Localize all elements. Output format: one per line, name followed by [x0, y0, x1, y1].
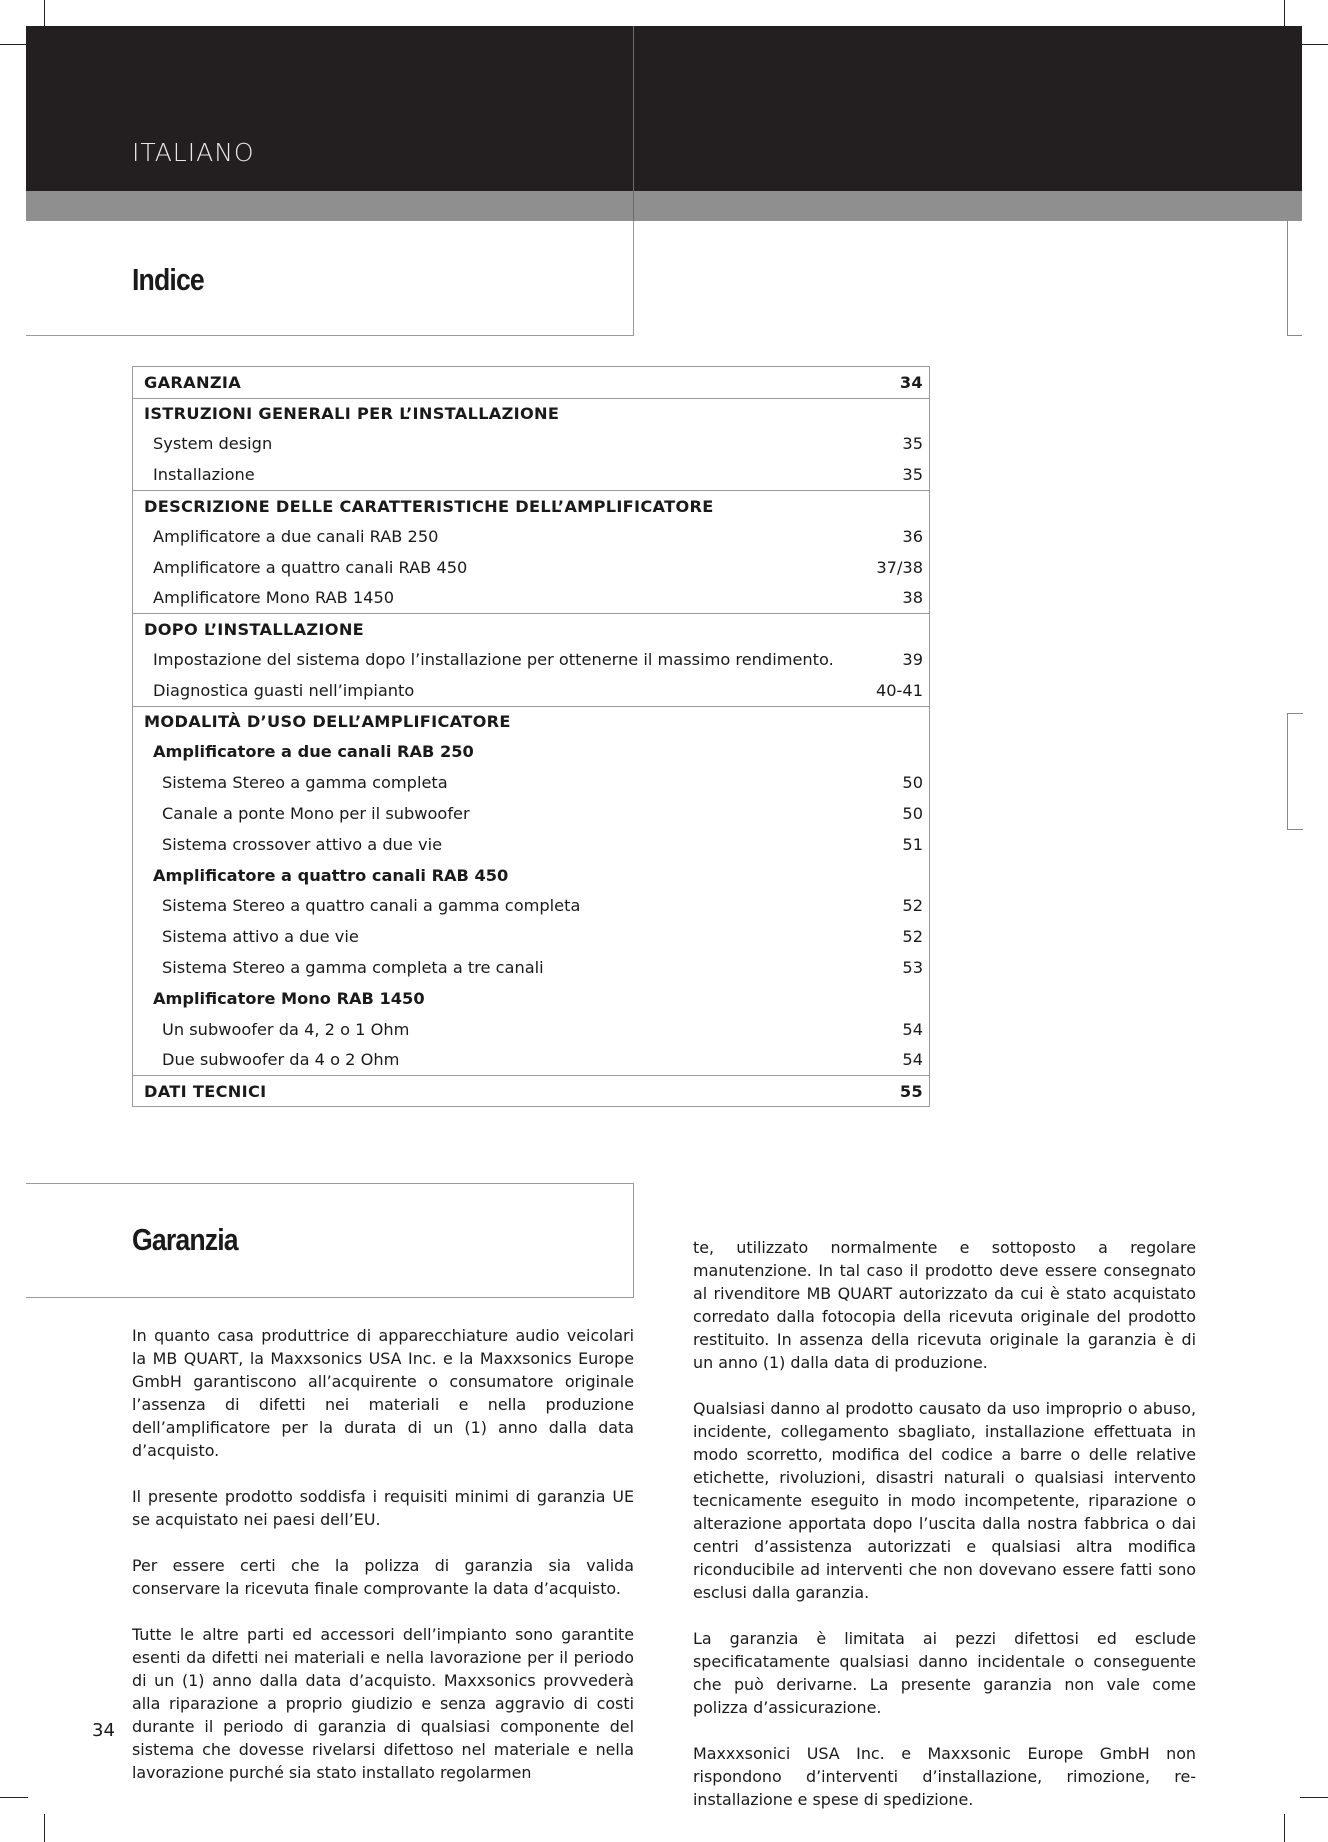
toc-row — [133, 367, 929, 398]
toc-page: 39 — [902, 650, 923, 670]
toc-label: Sistema Stereo a quattro canali a gamma completa — [162, 896, 581, 916]
toc-page: 38 — [902, 588, 923, 608]
crop-mark — [44, 1814, 45, 1842]
toc-row — [133, 706, 929, 737]
toc-row — [133, 552, 929, 583]
toc-row — [133, 1014, 929, 1045]
toc-row — [133, 490, 929, 521]
toc-label: ISTRUZIONI GENERALI PER L’INSTALLAZIONE — [144, 404, 560, 424]
toc-row — [133, 891, 929, 922]
toc-row — [133, 921, 929, 952]
header-grey-strip — [26, 191, 1302, 221]
toc-page: 35 — [902, 434, 923, 454]
toc-page: 50 — [902, 773, 923, 793]
garanzia-paragraph: La garanzia è limitata ai pezzi difettosi ed esclude specificatamente qualsiasi danno incidentale o conseguente che può derivarne. La presente garanzia non vale come polizza d’assicurazione. — [693, 1629, 1196, 1717]
garanzia-paragraph: Il presente prodotto soddisfa i requisiti minimi di garanzia UE se acquistato nei paesi dell’EU. — [132, 1487, 634, 1529]
page-number: 34 — [92, 1720, 115, 1741]
toc-page: 35 — [902, 465, 923, 485]
toc-label: DESCRIZIONE DELLE CARATTERISTICHE DELL’AMPLIFICATORE — [144, 496, 714, 516]
side-bracket — [1287, 713, 1303, 830]
toc-label: Due subwoofer da 4 o 2 Ohm — [162, 1050, 400, 1070]
toc-row — [133, 737, 929, 768]
toc-row — [133, 429, 929, 460]
toc-page: 51 — [902, 834, 923, 854]
toc-page: 36 — [902, 526, 923, 546]
toc-row — [133, 767, 929, 798]
toc-row — [133, 521, 929, 552]
garanzia-paragraph: te, utilizzato normalmente e sottoposto a regolare manutenzione. In tal caso il prodotto deve essere consegnato al rivenditore MB QUART autorizzato da cui è stato acquistato corredato dalla fotocopia della ricevuta originale del prodotto restituito. In assenza della ricevuta originale la garanzia è di un anno (1) dalla data di produzione. — [693, 1238, 1196, 1372]
language-label: ITALIANO — [132, 138, 255, 167]
toc-label: System design — [153, 434, 273, 454]
toc-label: Un subwoofer da 4, 2 o 1 Ohm — [162, 1019, 410, 1039]
garanzia-title: Garanzia — [132, 1222, 238, 1257]
toc-label: Amplificatore a due canali RAB 250 — [153, 742, 474, 762]
toc-row — [133, 1045, 929, 1076]
crop-mark — [1300, 1797, 1328, 1798]
toc-label: Sistema Stereo a gamma completa a tre canali — [162, 958, 544, 978]
toc-label: Sistema attivo a due vie — [162, 927, 359, 947]
table-of-contents — [132, 366, 930, 1107]
crop-mark — [44, 0, 45, 28]
garanzia-paragraph: Per essere certi che la polizza di garanzia sia valida conservare la ricevuta finale comprovante la data d’acquisto. — [132, 1556, 634, 1598]
toc-label: Installazione — [153, 465, 255, 485]
toc-page: 52 — [902, 896, 923, 916]
toc-page: 34 — [899, 372, 923, 392]
toc-label: Sistema crossover attivo a due vie — [162, 834, 443, 854]
toc-page: 54 — [902, 1019, 923, 1039]
toc-label: Sistema Stereo a gamma completa — [162, 773, 448, 793]
toc-row — [133, 860, 929, 891]
toc-page: 37/38 — [876, 557, 923, 577]
toc-label: Amplificatore Mono RAB 1450 — [153, 588, 395, 608]
garanzia-paragraph: In quanto casa produttrice di apparecchiature audio veicolari la MB QUART, la Maxxsonics USA Inc. e la Maxxsonics Europe GmbH garantiscono all’acquirente o consumatore originale l’assenza di difetti nei materiali e nella produzione dell’amplificatore per la durata di un (1) anno dalla data d’acquisto. — [132, 1326, 634, 1460]
garanzia-paragraph: Maxxxsonici USA Inc. e Maxxsonic Europe GmbH non rispondono d’interventi d’installazione, rimozione, re-installazione e spese di spedizione. — [693, 1744, 1196, 1809]
indice-heading-box — [26, 221, 634, 336]
toc-page: 40-41 — [875, 680, 923, 700]
garanzia-paragraph: Qualsiasi danno al prodotto causato da uso improprio o abuso, incidente, collegamento sbagliato, installazione effettuata in modo scorretto, modifica del codice a barre o delle relative etichette, rivoluzioni, disastri naturali o qualsiasi intervento tecnicamente eseguito in modo incompetente, riparazione o alterazione apportata dopo l’uscita dalla nostra fabbrica o dai centri d’assistenza autorizzati e qualsiasi altra modifica riconducibile ad interventi che non dovevano essere fatti sono esclusi dalla garanzia. — [693, 1399, 1196, 1602]
toc-label: Amplificatore Mono RAB 1450 — [153, 988, 425, 1008]
toc-row — [133, 459, 929, 490]
toc-page: 52 — [902, 927, 923, 947]
toc-row — [133, 675, 929, 706]
toc-label: Amplificatore a quattro canali RAB 450 — [153, 557, 468, 577]
garanzia-left-column — [132, 1324, 634, 1784]
toc-row — [133, 798, 929, 829]
toc-page: 54 — [902, 1050, 923, 1070]
toc-row — [133, 829, 929, 860]
toc-page: 50 — [902, 804, 923, 824]
toc-label: Canale a ponte Mono per il subwoofer — [162, 804, 470, 824]
header-divider — [633, 26, 634, 221]
garanzia-heading-box — [26, 1183, 634, 1298]
toc-label: Amplificatore a quattro canali RAB 450 — [153, 865, 509, 885]
toc-label: MODALITÀ D’USO DELL’AMPLIFICATORE — [144, 712, 511, 732]
toc-row — [133, 644, 929, 675]
toc-row — [133, 583, 929, 614]
toc-label: Amplificatore a due canali RAB 250 — [153, 526, 439, 546]
crop-mark — [1300, 44, 1328, 45]
toc-label: Diagnostica guasti nell’impianto — [153, 680, 415, 700]
toc-row — [133, 613, 929, 644]
crop-mark — [0, 1797, 28, 1798]
indice-title: Indice — [132, 262, 204, 297]
crop-mark — [1284, 0, 1285, 28]
toc-label: DATI TECNICI — [144, 1081, 267, 1101]
toc-label: GARANZIA — [144, 372, 242, 392]
toc-row — [133, 398, 929, 429]
crop-mark — [0, 44, 28, 45]
toc-row — [133, 983, 929, 1014]
toc-row — [133, 952, 929, 983]
toc-page: 55 — [899, 1081, 923, 1101]
side-bracket — [1287, 221, 1302, 336]
toc-label: Impostazione del sistema dopo l’installazione per ottenerne il massimo rendimento. — [153, 650, 834, 670]
garanzia-right-column — [693, 1236, 1196, 1811]
crop-mark — [1284, 1814, 1285, 1842]
garanzia-paragraph: Tutte le altre parti ed accessori dell’impianto sono garantite esenti da difetti nei materiali e nella lavorazione per il periodo di un (1) anno dalla data d’acquisto. Maxxsonics provvederà alla riparazione a proprio giudizio e senza aggravio di costi durante il periodo di garanzia di qualsiasi componente del sistema che dovesse rivelarsi difettoso nel materiale e nella lavorazione purché sia stato installato regolarmen — [132, 1625, 634, 1782]
toc-label: DOPO L’INSTALLAZIONE — [144, 619, 365, 639]
toc-row — [133, 1075, 929, 1106]
toc-page: 53 — [902, 958, 923, 978]
